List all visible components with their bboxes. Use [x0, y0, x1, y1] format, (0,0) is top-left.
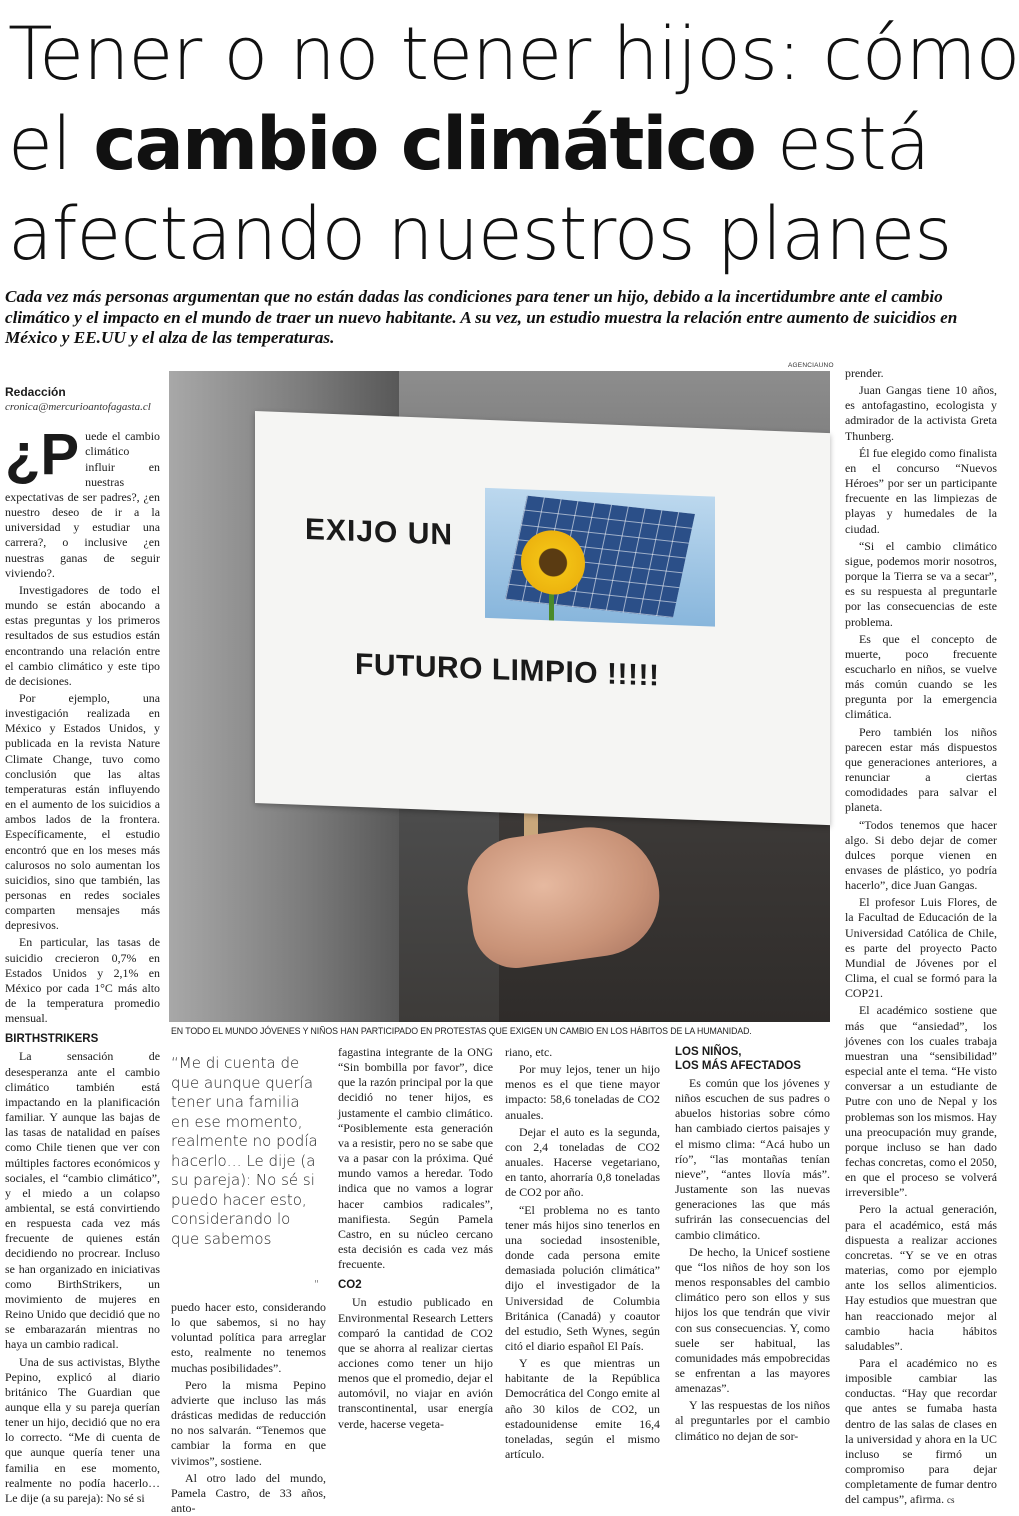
paragraph: Dejar el auto es la segunda, con 2,4 toneladas de CO2 anuales. Hacerse vegetariano, en tanto, ahorraría 0,8 toneladas de CO2 por año.: [505, 1124, 660, 1200]
paragraph: Pero también los niños parecen estar más dispuestos que generaciones anteriores, a renunciar a ciertas comodidades para salvar el planeta.: [845, 724, 997, 815]
paragraph: Por ejemplo, una investigación realizada en México y Estados Unidos, y publicada en la revista Nature Climate Change, tuvo como conclusión que las altas temperaturas están influyendo en el aumento de los suicidios a ambos lados de la frontera. Específicamente, el estudio encontró que en los meses más calurosos no solo aumentan los suicidios, sino que también, las personas en redes sociales comparten mensajes más depresivos.: [5, 690, 160, 933]
subheading-co2: CO2: [338, 1279, 362, 1292]
headline-line-2-pre: el: [8, 102, 94, 187]
paragraph: Juan Gangas tiene 10 años, es antofagastino, ecologista y admirador de la activista Greta Thunberg.: [845, 383, 997, 443]
lead-paragraph: Cada vez más personas argumentan que no están dadas las condiciones para tener un hijo, debido a la incertidumbre ante el cambio climático y el impacto en el mundo de traer un nuevo habitante. A su vez, un estudio muestra la relación entre aumento de suicidios en México y EE.UU y el alza de las temperaturas.: [5, 287, 958, 347]
end-mark: cs: [947, 1495, 955, 1506]
subheading-ninos-line-1: LOS NIÑOS,: [675, 1046, 742, 1058]
final-paragraph-text: Para el académico no es imposible cambiar las conductas. “Hay que recordar que antes se fumaba hasta dentro de las salas de clases en la universidad y ahora en la UC incluso se firmó un compromiso para dejar completamente de fumar dentro del campus”, afirma.: [845, 1356, 997, 1507]
paragraph: [845, 1356, 997, 1509]
article-column-2: [171, 1300, 326, 1516]
paragraph: riano, etc.: [505, 1045, 553, 1059]
article-column-3: [338, 1045, 493, 1476]
article-column-6: [845, 366, 997, 1507]
paragraph: “Si el cambio climático sigue, podemos morir nosotros, porque la Tierra se va a secar”, es su respuesta al preguntarle por las consecuencias de este problema.: [845, 538, 997, 629]
protest-sign: [255, 411, 830, 825]
paragraph: fagastina integrante de la ONG “Sin bombilla por favor”, dice que la razón principal por la que decidió no tener hijos, es justamente el cambio climático. “Posiblemente esta generación va a resistir, pero no se sabe que va a pasar con la próxima. Qué mundo vamos a heredar. Todo indica que no vamos a lograr hacer cambios radicales”, manifiesta. Según Pamela Castro, en su núcleo cercano esta decisión es cada vez más frecuente.: [338, 1045, 493, 1272]
article-column-1: [5, 385, 160, 1505]
sign-text-line-2: FUTURO LIMPIO !!!!!: [355, 647, 660, 693]
paragraph: Es común que los jóvenes y niños escuchen de sus padres o abuelos historias sobre cómo han cambiado ciertos paisajes y el mismo clima: “Acá hubo un río”, “las montañas tenían nieve”, “antes llovía más”. Justamente son las nuevas generaciones las que más sufrirán las consecuencias del cambio climático.: [675, 1076, 830, 1242]
article-column-5: [675, 1045, 830, 1476]
paragraph: La sensación de desesperanza ante el cambio climático también está impactando en la planificación familiar. Y aunque las bajas de las tasas de natalidad en países como Chile tienen que ver con múltiples factores económicos y sociales, el “cambio climático”, y el miedo a un colapso ambiental, se está convirtiendo en respuesta cada vez más frecuente de quienes están decidiendo no procrear. Incluso se han organizado en iniciativas como BirthStrikers, un movimiento de mujeres en Reino Unido que decidió que no se embarazarán mientras no haya un cambio radical.: [5, 1049, 160, 1352]
drop-cap: ¿P: [5, 422, 80, 488]
headline-line-2-post: está: [754, 102, 930, 187]
pull-quote: [171, 1054, 321, 1294]
drop-cap-paragraph: [5, 422, 160, 581]
headline: [8, 10, 1019, 280]
paragraph: “El problema no es tanto tener más hijos sino tenerlos en una sociedad insostenible, donde cada persona emite demasiada polución climática” dijo el investigador de la Universidad de Columbia Británica (Canadá) y coautor del estudio, Seth Wynes, según citó el diario español El País.: [505, 1202, 660, 1353]
paragraph: Pero la actual generación, para el académico, está más dispuesta a realizar acciones concretas. “Y se ve en otras materias, como por ejemplo ante los sellos alimenticios. Hay estudios que muestran que han reaccionado mejor al cambio hacia hábitos saludables”.: [845, 1202, 997, 1353]
headline-line-2: [8, 100, 993, 190]
headline-emphasis: cambio climático: [93, 102, 755, 187]
solar-panel-picture: [485, 488, 715, 627]
subheading-ninos-line-2: LOS MÁS AFECTADOS: [675, 1060, 801, 1072]
paragraph: Él fue elegido como finalista en el concurso “Nuevos Héroes” por ser un participante frecuente en las limpiezas de playas y humedales de la ciudad.: [845, 445, 997, 536]
sunflower-stem: [549, 590, 554, 620]
paragraph: prender.: [845, 366, 884, 380]
paragraph: En particular, las tasas de suicidio crecieron 0,7% en Estados Unidos y 2,1% en México por cada 1°C más alto de la temperatura promedio mensual.: [5, 935, 160, 1026]
protest-photo: [169, 371, 830, 1022]
paragraph: uede el cambio climático influir en nuestras expectativas de ser padres?, ¿en nuestro deseo de ir a la universidad y estudiar una carrera?, o inclusive ¿en nuestras ganas de seguir viviendo?.: [5, 429, 160, 580]
photo-caption: EN TODO EL MUNDO JÓVENES Y NIÑOS HAN PARTICIPADO EN PROTESTAS QUE EXIGEN UN CAMBIO EN LOS HÁBITOS DE LA HUMANIDAD.: [171, 1026, 752, 1036]
paragraph: Y las respuestas de los niños al preguntarles por el cambio climático no dejan de sor-: [675, 1398, 830, 1443]
paragraph: Pero la misma Pepino advierte que incluso las más drásticas medidas de reducción no nos salvarán. “Tenemos que cambiar la forma en que vivimos”, sostiene.: [171, 1377, 326, 1468]
paragraph: El profesor Luis Flores, de la Facultad de Educación de la Universidad Católica de Chile, es parte del proyecto Pacto Mundial de Jóvenes por el Clima, el cual se formó para la COP21.: [845, 895, 997, 1001]
sign-text-line-1: EXIJO UN: [305, 512, 454, 552]
pull-quote-text: “Me di cuenta de que aunque quería tener una familia en ese momento, realmente no podía hacerlo… Le dije (a su pareja): No sé si puedo hacer esto, considerando lo que sabemos: [171, 1054, 318, 1248]
article-column-4: [505, 1045, 660, 1476]
paragraph: De hecho, la Unicef sostiene que “los niños de hoy son los menos responsables del cambio climático pero son ellos y sus hijos los que tendrán que vivir con sus consecuencias. Y, como suele ser habitual, las comunidades más empobrecidas se enfrentan a las mayores amenazas”.: [675, 1244, 830, 1396]
paragraph: Un estudio publicado en Environmental Research Letters comparó la cantidad de CO2 que se ahorra al realizar ciertas acciones como tener un hijo menos que el promedio, dejar el automóvil, no viajar en avión transcontinental, usar energía verde, hacerse vegeta-: [338, 1295, 493, 1431]
subheading-ninos: [675, 1045, 830, 1073]
paragraph: puedo hacer esto, considerando lo que sabemos, si no hay voluntad política para arreglar esto, realmente no tenemos muchas posibilidades”.: [171, 1300, 326, 1375]
paragraph: “Todos tenemos que hacer algo. Si debo dejar de comer dulces porque vienen en envases de plástico, yo podría hacerlo”, dice Juan Gangas.: [845, 817, 997, 893]
pull-quote-end: ": [314, 1278, 319, 1290]
paragraph: Una de sus activistas, Blythe Pepino, explicó al diario británico The Guardian que aunque ella y su pareja querían tener un hijo, decidió que no era lo correcto. “Me di cuenta de que aunque quería tener una familia en ese momento, realmente no podía hacerlo… Le dije (a su pareja): No sé si: [5, 1354, 160, 1505]
paragraph: Investigadores de todo el mundo se están abocando a estas preguntas y los primeros resultados de sus estudios están encontrando una relación entre el cambio climático y este tipo de decisiones.: [5, 582, 160, 688]
paragraph: El académico sostiene que más que “ansiedad”, los jóvenes con los cuales trabaja muestran una “sensibilidad” especial ante el tema. “He visto conversar a un estudiante de Putre con uno de Nepal y los problemas son los mismos. Hay una preocupación muy grande, porque incluso se han dado fechas concretas, como el 2050, en que el proceso se volverá irreversible”.: [845, 1003, 997, 1200]
photo-credit: AGENCIAUNO: [788, 362, 834, 369]
byline-name: Redacción: [5, 385, 66, 399]
headline-line-3: afectando nuestros planes: [8, 192, 952, 277]
paragraph: Al otro lado del mundo, Pamela Castro, de 33 años, anto-: [171, 1470, 326, 1516]
subheading-birthstrikers: BIRTHSTRIKERS: [5, 1033, 99, 1046]
paragraph: Y es que mientras un habitante de la República Democrática del Congo emite al año 30 kilos de CO2, un estadounidense emite 16,4 toneladas, según el mismo artículo.: [505, 1356, 660, 1462]
headline-line-1: Tener o no tener hijos: cómo: [8, 12, 1019, 97]
paragraph: Es que el concepto de muerte, poco frecuente escucharlo en niños, se vuelve más común cuando se les pregunta por la emergencia climática.: [845, 631, 997, 722]
byline-email: cronica@mercurioantofagasta.cl: [5, 401, 151, 414]
paragraph: Por muy lejos, tener un hijo menos es el que tiene mayor impacto: 58,6 toneladas de CO2 anuales.: [505, 1062, 660, 1122]
